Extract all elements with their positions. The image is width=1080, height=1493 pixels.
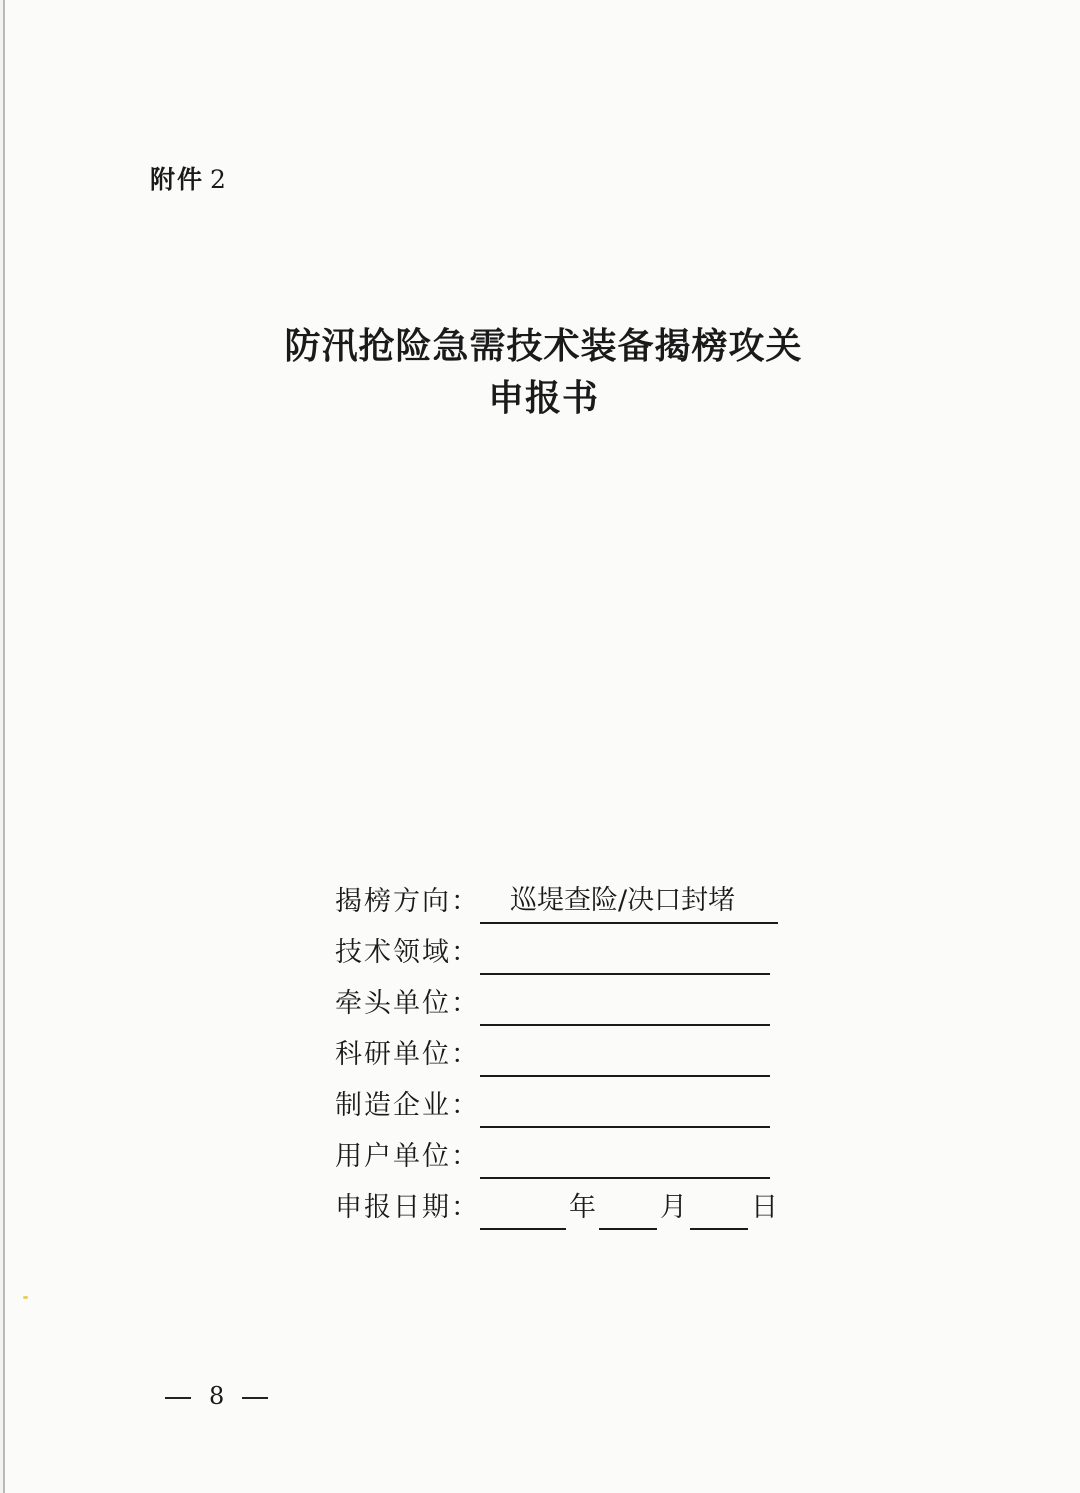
- footer-dash-left: [165, 1397, 191, 1399]
- document-title: 防汛抢险急需技术装备揭榜攻关: [284, 326, 803, 367]
- form-row-tech-field: [335, 933, 781, 984]
- month-blank[interactable]: [599, 1188, 657, 1230]
- manufacturer-label: 制造企业：: [335, 1090, 480, 1121]
- day-unit: 日: [751, 1192, 778, 1223]
- manufacturer-input[interactable]: [480, 1086, 770, 1128]
- year-blank[interactable]: [480, 1188, 566, 1230]
- lead-unit-input[interactable]: [480, 984, 770, 1026]
- user-unit-label: 用户单位：: [335, 1141, 480, 1172]
- direction-value: 巡堤查险/决口封堵: [510, 885, 736, 916]
- year-unit: 年: [569, 1192, 596, 1223]
- tech-field-input[interactable]: [480, 933, 770, 975]
- form-row-user-unit: [335, 1137, 781, 1188]
- user-unit-input[interactable]: [480, 1137, 770, 1179]
- footer-dash-right: [242, 1397, 268, 1399]
- lead-unit-label: 牵头单位：: [335, 988, 480, 1019]
- date-label: 申报日期：: [335, 1192, 480, 1223]
- attachment-number: 2: [210, 165, 228, 194]
- month-unit: 月: [660, 1192, 687, 1223]
- page-number: 8: [209, 1382, 225, 1410]
- date-field: [480, 1188, 781, 1228]
- attachment-label: [150, 160, 228, 196]
- form-row-direction: [335, 882, 781, 933]
- tech-field-label: 技术领域：: [335, 937, 480, 968]
- form-row-manufacturer: [335, 1086, 781, 1137]
- document-subtitle: 申报书: [487, 378, 599, 419]
- direction-label: 揭榜方向：: [335, 886, 480, 917]
- research-unit-input[interactable]: [480, 1035, 770, 1077]
- document-page: [3, 0, 1080, 1493]
- form-row-date: [335, 1188, 781, 1239]
- paper-speck: [23, 1296, 28, 1299]
- direction-field[interactable]: [480, 882, 778, 924]
- form-row-research-unit: [335, 1035, 781, 1086]
- page-footer: [165, 1382, 268, 1410]
- application-form: [335, 882, 781, 1239]
- day-blank[interactable]: [690, 1188, 748, 1230]
- research-unit-label: 科研单位：: [335, 1039, 480, 1070]
- form-row-lead-unit: [335, 984, 781, 1035]
- attachment-text: 附件: [150, 165, 205, 194]
